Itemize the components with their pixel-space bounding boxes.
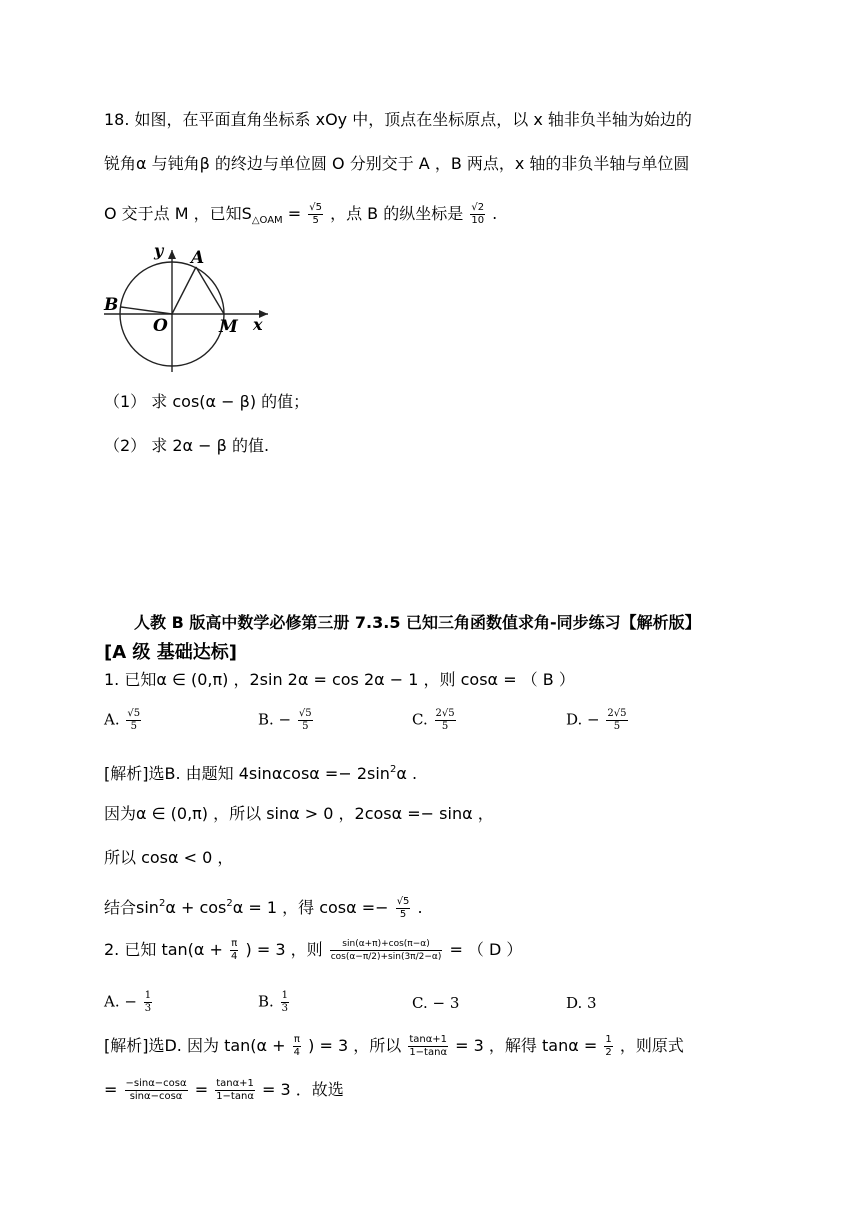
q18-line-3: O 交于点 M ，已知$S_{\triangle OAM}$ = $\frac{√5}{5}$ ，点 B 的纵坐标是 $\frac{√2}{10}$ . — [104, 202, 498, 226]
q2-solution-1: [解析]选D. 因为 tan(α + $\frac{\pi}{4}$ ) = 3 ，所以 $\frac{\tan\alpha+1}{1-\tan\alpha}$ = 3 ，解得 tanα = $\frac{1}{2}$ ，则原式 — [104, 1034, 684, 1058]
q1-stem: 1. 已知α ∈ (0,π) ，2sin 2α = cos 2α − 1 ，则 cosα = （ B ） — [104, 670, 575, 689]
q2-stem: 2. 已知 tan(α + $\frac{\pi}{4}$ ) = 3 ，则 $\frac{\sin(\alpha+\pi)+\cos(\pi-\alpha)}{\cos(\alpha-\pi/2)+\sin(3\pi/2-\alpha)}$ = （ D ） — [104, 938, 523, 962]
q1-option-c: C. $\frac{2√5}{5}$ — [412, 708, 455, 732]
q2-option-b: B. $\frac{1}{3}$ — [258, 990, 288, 1014]
q2-option-a: A. − $\frac{1}{3}$ — [104, 990, 152, 1014]
fraction-sqrt5-over-5: $\frac{√5}{5}$ — [309, 202, 322, 226]
segment-AM — [196, 267, 224, 314]
fraction-sqrt2-over-10: $\frac{√2}{10}$ — [471, 202, 485, 226]
q1-option-a: A. $\frac{√5}{5}$ — [104, 708, 141, 732]
q18-line-1: 18. 如图，在平面直角坐标系 xOy 中，顶点在坐标原点，以 x 轴非负半轴为始边的 — [104, 110, 692, 129]
unit-circle-figure — [100, 238, 280, 378]
level-heading: [A 级 基础达标] — [104, 642, 237, 663]
segment-OB — [121, 307, 172, 314]
document-heading: 人教 B 版高中数学必修第三册 7.3.5 已知三角函数值求角-同步练习【解析版】 — [134, 613, 701, 632]
label-B: B — [104, 295, 119, 315]
q1-solution-1: [解析]选B. 由题知 $4\sin\alpha\cos\alpha =- 2\sin^2\alpha$ . — [104, 764, 418, 783]
label-A: A — [191, 248, 205, 268]
label-O: O — [153, 316, 168, 336]
q2-solution-2: = $\frac{-\sin\alpha-\cos\alpha}{\sin\alpha-\cos\alpha}$ = $\frac{\tan\alpha+1}{1-\tan\alpha}$ = 3 ．故选 — [104, 1078, 344, 1102]
label-y: y — [154, 241, 164, 260]
q2-option-d: D. 3 — [566, 994, 597, 1012]
label-M: M — [219, 317, 238, 337]
segment-OA — [172, 267, 196, 314]
q1-solution-4: 结合$\sin^2\alpha + \cos^2\alpha = 1$ ，得 cosα =− $\frac{√5}{5}$ . — [104, 896, 423, 920]
q1-solution-2: 因为α ∈ (0,π) ，所以 sinα > 0 ，2cosα =− sinα ， — [104, 804, 494, 823]
y-axis-arrow — [168, 250, 176, 259]
q18-part-1: （1） 求 cos(α − β) 的值； — [104, 392, 310, 411]
q1-solution-3: 所以 cosα < 0 ， — [104, 848, 234, 867]
label-x: x — [253, 315, 263, 334]
q1-option-b: B. − $\frac{√5}{5}$ — [258, 708, 312, 732]
q18-line-2: 锐角α 与钝角β 的终边与单位圆 O 分别交于 A ，B 两点，x 轴的非负半轴与单位圆 — [104, 154, 690, 173]
q1-option-d: D. − $\frac{2√5}{5}$ — [566, 708, 627, 732]
q18-part-2: （2） 求 2α − β 的值. — [104, 436, 270, 455]
q2-option-c: C. − 3 — [412, 994, 460, 1012]
